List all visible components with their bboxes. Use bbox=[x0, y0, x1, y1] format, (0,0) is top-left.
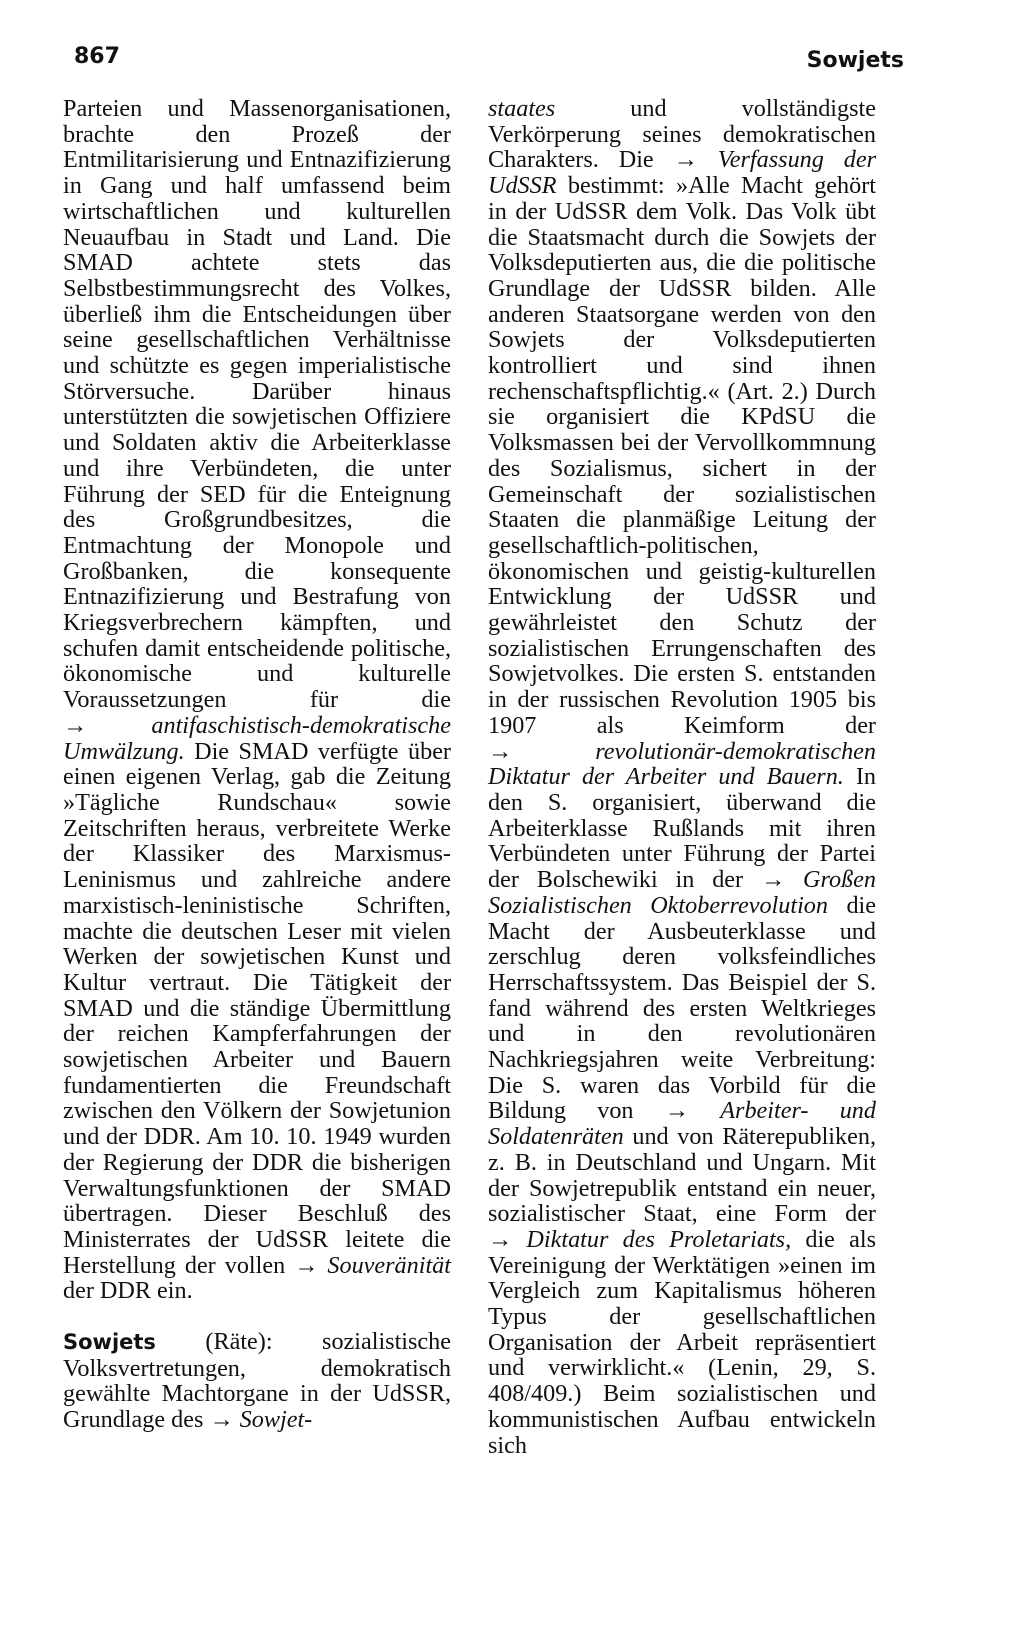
text-run: bestimmt: »Alle Macht gehört in der UdSSR dem Volk. Das Volk übt die Staatsmacht durch die Sowjets der Volksdeputierten aus, die die politische Grundlage der UdSSR bilden. Alle anderen Staatsorgane werden von den Sowjets der Volksdeputierten kontrolliert und sind ihnen rechenschaftspflichtig.« (Art. 2.) Durch sie organisiert die KPdSU die Volksmassen bei der Vervollkommnung des Sozialismus, sichert in der Gemeinschaft der sozialistischen Staaten die planmäßige Leitung der gesellschaftlich-politischen, ökonomischen und geistig-kulturellen Entwicklung der UdSSR und gewährleistet den Schutz der sozialistischen Errungenschaften des Sowjetvolkes. Die ersten S. entstanden in der russischen Revolution 1905 bis 1907 als Keimform der bbox=[488, 172, 876, 739]
cross-reference-arrow-icon: → bbox=[294, 1251, 319, 1279]
entry-continuation bbox=[488, 96, 876, 1458]
text-run: und vollständigste Verkörperung seines demokratischen Charakters. Die bbox=[488, 95, 876, 174]
cross-reference-link[interactable]: Diktatur des Proletariats, bbox=[526, 1225, 792, 1253]
text-run: die als Vereinigung der Werktätigen »einen im Vergleich zum Kapitalismus höheren Typus der gesellschaftlichen Organisation der Arbeit repräsentiert und verwirklicht.« (Lenin, 29, S. 408/409.) Beim sozialistischen und kommunistischen Aufbau entwickeln sich bbox=[488, 1225, 877, 1459]
running-head: Sowjets bbox=[806, 48, 904, 73]
cross-reference-arrow-icon: → bbox=[664, 1097, 689, 1125]
cross-reference-link[interactable]: Souveränität bbox=[327, 1251, 451, 1279]
cross-reference-link[interactable]: Verfassung der UdSSR bbox=[488, 146, 877, 200]
text-run: (Räte): sozialistische Volksvertretungen, demokratisch gewählte Machtorgane in der UdSSR, Grundlage des bbox=[63, 1328, 451, 1434]
text-run: und von Räterepubliken, z. B. in Deutschland und Ungarn. Mit der Sowjetrepublik entstand ein neuer, sozialistischer Staat, eine Form der bbox=[488, 1123, 876, 1228]
cross-reference-link[interactable]: antifaschistisch-demokratische Umwälzung. bbox=[63, 711, 451, 765]
text-run: Parteien und Massenorganisationen, brachte den Prozeß der Entmilitarisierung und Entnazifizierung in Gang und half umfassend beim wirtschaftlichen und kulturellen Neuaufbau in Stadt und Land. Die SMAD achtete stets das Selbstbestimmungsrecht des Volkes, überließ ihm die Entscheidungen über seine gesellschaftlichen Verhältnisse und schützte es gegen imperialistische Störversuche. Darüber hinaus unterstützten die sowjetischen Offiziere und Soldaten aktiv die Arbeiterklasse und ihre Verbündeten, die unter Führung der SED für die Enteignung des Großgrundbesitzes, die Entmachtung der Monopole und Großbanken, die konsequente Entnazifizierung und Bestrafung von Kriegsverbrechern kämpften, und schufen damit entscheidende politische, ökonomische und kulturelle Voraussetzungen für die bbox=[63, 95, 451, 714]
cross-reference-arrow-icon: → bbox=[673, 146, 698, 174]
entry-headword: Sowjets bbox=[63, 1330, 156, 1355]
cross-reference-arrow-icon: → bbox=[488, 1225, 513, 1253]
left-column bbox=[63, 96, 451, 1433]
text-run: die Macht der Ausbeuterklasse und zerschlug deren volksfeindliches Herrschaftssystem. Das Beispiel der S. fand während des ersten Weltkrieges und in den revolutionären Nachkriegsjahren weite Verbreitung: Die S. waren das Vorbild für die Bildung von bbox=[488, 891, 876, 1125]
text-run: In den S. organisiert, überwand die Arbeiterklasse Rußlands mit ihren Verbündeten unter Führung der Partei der Bolschewiki in der bbox=[488, 763, 876, 894]
cross-reference-link[interactable]: staates bbox=[488, 95, 556, 122]
cross-reference-link[interactable]: Großen Sozialistischen Oktoberrevolution bbox=[488, 866, 876, 919]
text-run: der DDR ein. bbox=[63, 1277, 193, 1305]
dictionary-entry-sowjets bbox=[63, 1329, 451, 1433]
continued-paragraph bbox=[63, 96, 451, 1304]
cross-reference-arrow-icon: → bbox=[488, 737, 513, 765]
cross-reference-arrow-icon: → bbox=[209, 1406, 234, 1434]
text-run: Die SMAD verfügte über einen eigenen Verlag, gab die Zeitung »Tägliche Rundschau« sowie Zeitschriften heraus, verbreitete Werke der Klassiker des Marxismus-Leninismus und zahlreiche andere marxistisch-leninistische Schriften, machte die deutschen Leser mit vielen Werken der sowjetischen Kunst und Kultur vertraut. Die Tätigkeit der SMAD und die ständige Übermittlung der reichen Kampferfahrungen der sowjetischen Arbeiter und Bauern fundamentierten die Freundschaft zwischen den Völkern der Sowjetunion und der DDR. Am 10. 10. 1949 wurden der Regierung der DDR die bisherigen Verwaltungsfunktionen der SMAD übertragen. Dieser Beschluß des Ministerrates der UdSSR leitete die Herstellung der vollen bbox=[63, 737, 451, 1279]
page-number: 867 bbox=[74, 44, 120, 69]
cross-reference-link[interactable]: Sowjet- bbox=[239, 1406, 313, 1434]
right-column bbox=[488, 96, 876, 1458]
cross-reference-link[interactable]: Arbeiter- und Soldatenräten bbox=[488, 1097, 876, 1151]
cross-reference-arrow-icon: → bbox=[63, 711, 88, 739]
cross-reference-arrow-icon: → bbox=[760, 866, 786, 894]
cross-reference-link[interactable]: revolutionär-demokratischen Diktatur der Arbeiter und Bauern. bbox=[488, 737, 876, 791]
page-header bbox=[68, 44, 904, 78]
